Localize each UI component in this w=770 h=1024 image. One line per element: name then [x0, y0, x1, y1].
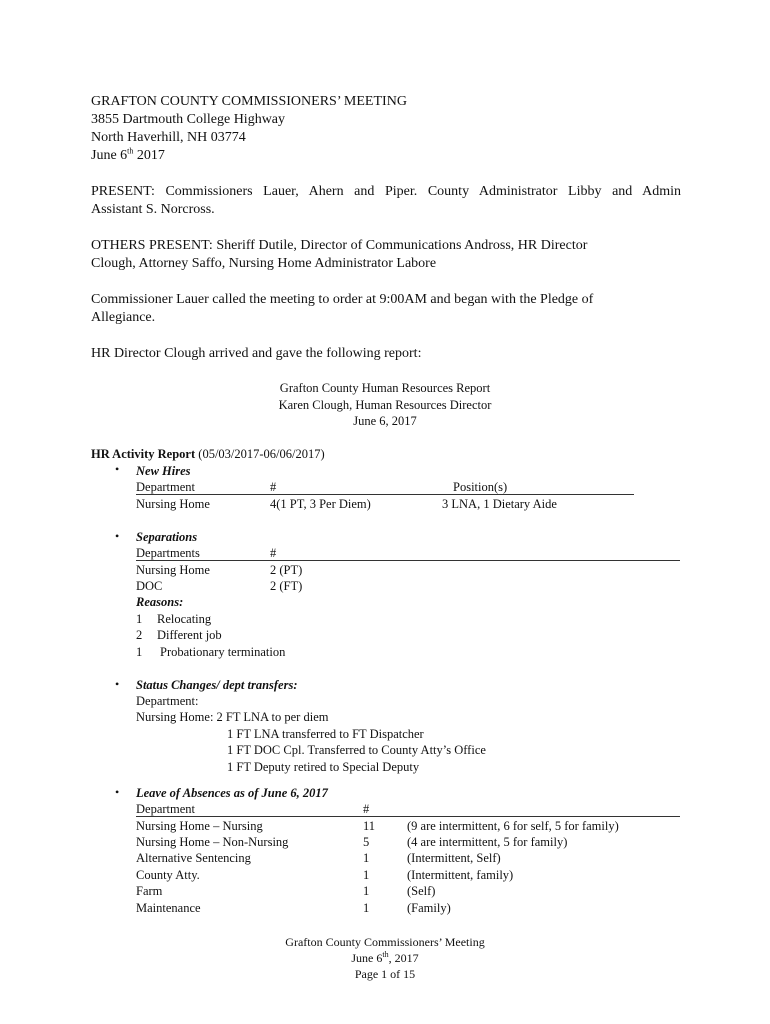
loa-row-num: 1 [363, 901, 370, 915]
loa-header-rule [136, 816, 680, 817]
footer-title: Grafton County Commissioners’ Meeting [285, 935, 485, 949]
hr-intro: HR Director Clough arrived and gave the following report: [91, 346, 422, 361]
loa-row-note: (9 are intermittent, 6 for self, 5 for family) [407, 819, 619, 833]
loa-row-num: 11 [363, 819, 376, 833]
meeting-title: GRAFTON COUNTY COMMISSIONERS’ MEETING [91, 94, 407, 109]
loa-row-num: 1 [363, 851, 370, 865]
status-change-line: 1 FT Deputy retired to Special Deputy [227, 760, 420, 774]
present-line-2: Assistant S. Norcross. [91, 202, 215, 217]
loa-col-num: # [363, 802, 370, 816]
new-hires-header-rule [136, 494, 634, 495]
status-change-line: 1 FT LNA transferred to FT Dispatcher [227, 727, 424, 741]
loa-row-dept: Alternative Sentencing [136, 851, 251, 865]
loa-row-dept: County Atty. [136, 868, 200, 882]
loa-row-dept: Nursing Home – Nursing [136, 819, 263, 833]
separations-row-num: 2 (FT) [270, 579, 303, 593]
loa-row-num: 5 [363, 835, 370, 849]
status-changes-title: Status Changes/ dept transfers: [136, 678, 298, 692]
report-title-block [185, 380, 585, 430]
loa-row-note: (Intermittent, Self) [407, 851, 501, 865]
report-author: Karen Clough, Human Resources Director [278, 397, 492, 412]
meeting-date: June 6th 2017 [91, 146, 165, 163]
call-to-order-paragraph [91, 291, 691, 327]
loa-row-num: 1 [363, 884, 370, 898]
loa-row-note: (4 are intermittent, 5 for family) [407, 835, 568, 849]
status-changes-dept-label: Department: [136, 694, 199, 708]
reason-text: Different job [157, 628, 222, 642]
call-line-2: Allegiance. [91, 310, 156, 325]
loa-title: Leave of Absences as of June 6, 2017 [136, 786, 328, 800]
new-hires-row-dept: Nursing Home [136, 497, 210, 511]
footer-date: June 6th, 2017 [351, 950, 419, 965]
status-change-line: Nursing Home: 2 FT LNA to per diem [136, 710, 329, 724]
loa-row-dept: Nursing Home – Non-Nursing [136, 835, 289, 849]
new-hires-row-num: 4(1 PT, 3 Per Diem) [270, 497, 371, 511]
loa-row-dept: Farm [136, 884, 163, 898]
separations-col-num: # [270, 546, 277, 560]
page-footer [235, 934, 535, 982]
activity-period: (05/03/2017-06/06/2017) [195, 447, 325, 461]
reason-count: 2 [136, 628, 143, 642]
new-hires-col-num: # [270, 480, 277, 494]
separations-row-num: 2 (PT) [270, 563, 303, 577]
present-line-1: PRESENT: Commissioners Lauer, Ahern and Piper. County Administrator Libby and Admin [91, 184, 681, 199]
reason-count: 1 [136, 612, 143, 626]
others-present-paragraph [91, 237, 691, 273]
report-date: June 6, 2017 [353, 414, 417, 428]
document-header [91, 93, 407, 165]
loa-row-note: (Intermittent, family) [407, 868, 514, 882]
new-hires-row-pos: 3 LNA, 1 Dietary Aide [442, 497, 557, 511]
reason-text: Relocating [157, 612, 212, 626]
bullet-icon: • [115, 677, 120, 691]
loa-row-note: (Family) [407, 901, 451, 915]
loa-col-dept: Department [136, 802, 196, 816]
new-hires-col-pos: Position(s) [453, 480, 508, 494]
new-hires-title: New Hires [136, 464, 191, 478]
loa-row-num: 1 [363, 868, 370, 882]
bullet-icon: • [115, 462, 120, 476]
bullet-icon: • [115, 529, 120, 543]
separations-row-dept: Nursing Home [136, 563, 210, 577]
separations-col-dept: Departments [136, 546, 200, 560]
reason-count: 1 [136, 645, 143, 659]
others-line-2: Clough, Attorney Saffo, Nursing Home Administrator Labore [91, 256, 437, 271]
loa-row-dept: Maintenance [136, 901, 201, 915]
separations-header-rule [136, 560, 680, 561]
activity-heading-label: HR Activity Report [91, 447, 196, 461]
status-change-line: 1 FT DOC Cpl. Transferred to County Atty’s Office [227, 743, 486, 757]
address-line-2: North Haverhill, NH 03774 [91, 130, 246, 145]
address-line-1: 3855 Dartmouth College Highway [91, 112, 286, 127]
loa-row-note: (Self) [407, 884, 436, 898]
bullet-icon: • [115, 785, 120, 799]
page-number: Page 1 of 15 [354, 967, 416, 981]
separations-row-dept: DOC [136, 579, 163, 593]
others-line-1: OTHERS PRESENT: Sheriff Dutile, Director of Communications Andross, HR Director [91, 238, 588, 253]
separations-title: Separations [136, 530, 198, 544]
present-paragraph [91, 183, 681, 219]
call-line-1: Commissioner Lauer called the meeting to order at 9:00AM and began with the Pledge of [91, 292, 594, 307]
report-title: Grafton County Human Resources Report [279, 381, 491, 395]
new-hires-col-dept: Department [136, 480, 196, 494]
reasons-title: Reasons: [136, 595, 184, 609]
reason-text: Probationary termination [160, 645, 286, 659]
activity-heading [91, 446, 325, 463]
